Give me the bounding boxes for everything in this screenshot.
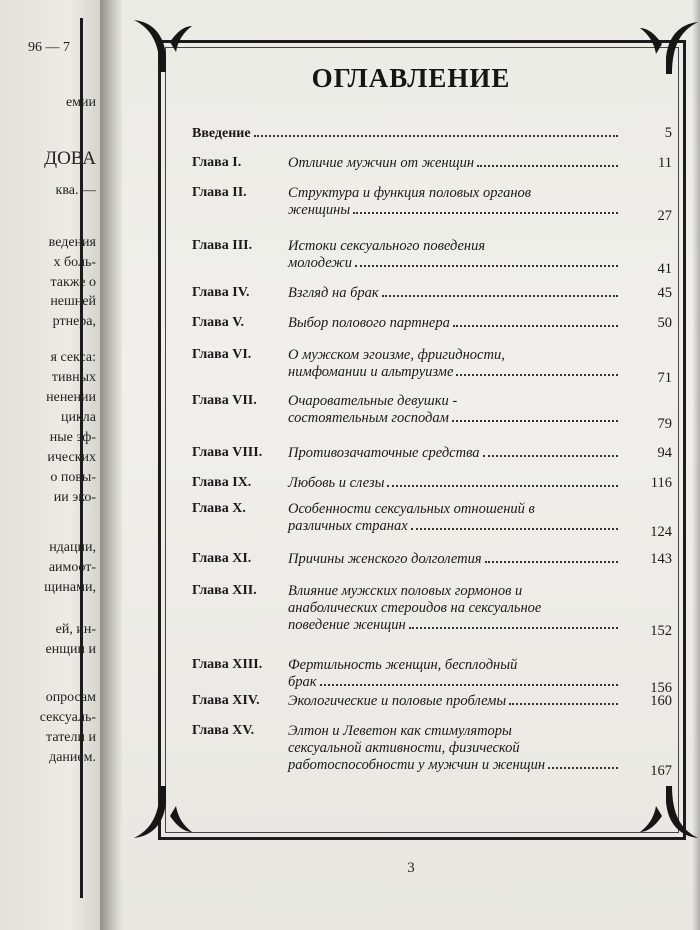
left-page xyxy=(0,0,100,930)
chapter-title-line: состоятельным господам xyxy=(288,410,449,426)
dot-leader xyxy=(483,454,618,457)
left-page-text-fragment: ндации, xyxy=(49,540,96,555)
chapter-label: Глава XIV. xyxy=(192,693,260,708)
page-number: 3 xyxy=(407,860,415,876)
page-ref: 160 xyxy=(650,693,672,709)
chapter-title-line: Структура и функция половых органов xyxy=(288,185,532,201)
page-ref: 143 xyxy=(650,551,672,567)
left-page-text-fragment: татели и xyxy=(46,730,96,745)
left-page-text-fragment: ДОВА xyxy=(44,148,96,169)
left-page-text-fragment: ей, ин- xyxy=(55,622,96,637)
chapter-title xyxy=(288,475,618,492)
dot-leader xyxy=(411,527,618,530)
left-page-text-fragment: 96 — 7 xyxy=(28,40,70,55)
dot-leader xyxy=(509,702,618,705)
chapter-title xyxy=(288,315,618,332)
page-ref: 41 xyxy=(657,261,672,277)
left-page-text-fragment: я секса: xyxy=(50,350,96,365)
dot-leader xyxy=(387,484,618,487)
chapter-label: Глава XV. xyxy=(192,723,255,738)
chapter-label: Глава X. xyxy=(192,501,246,516)
chapter-label: Глава XII. xyxy=(192,583,257,598)
page-ref: 167 xyxy=(650,763,672,779)
dot-leader xyxy=(452,419,618,422)
chapter-title-line: Элтон и Леветон как стимуляторы xyxy=(288,723,512,739)
chapter-title-line: Взгляд на брак xyxy=(288,285,379,301)
chapter-title-line: сексуальной активности, физической xyxy=(288,740,520,756)
page-title: ОГЛАВЛЕНИЕ xyxy=(311,63,511,93)
chapter-title-line: Особенности сексуальных отношений в xyxy=(288,501,535,517)
chapter-title-line: Выбор полового партнера xyxy=(288,315,450,331)
dot-leader xyxy=(320,683,618,686)
page-ref: 45 xyxy=(657,285,672,301)
chapter-title-line: различных странах xyxy=(288,518,408,534)
chapter-title-line: Отличие мужчин от женщин xyxy=(288,155,475,171)
chapter-title-line: анаболических стероидов на сексуальное xyxy=(288,600,542,616)
left-page-text-fragment: ртнера, xyxy=(52,314,96,329)
chapter-title-line: Очаровательные девушки - xyxy=(288,393,458,409)
page-ref: 79 xyxy=(657,416,672,432)
left-page-text-fragment: емии xyxy=(65,95,96,110)
dot-leader xyxy=(485,560,618,563)
page-ref: 156 xyxy=(650,680,672,696)
page-ref: 94 xyxy=(657,445,672,461)
page-ref: 116 xyxy=(650,475,672,491)
right-page xyxy=(122,0,700,930)
left-page-text-fragment: ведения xyxy=(48,235,96,250)
ornament-corner-icon xyxy=(638,782,700,846)
chapter-title-line: Противозачаточные средства xyxy=(288,445,480,461)
chapter-title-line: Истоки сексуального поведения xyxy=(288,238,486,254)
chapter-label: Глава I. xyxy=(192,155,242,170)
chapter-title xyxy=(288,393,618,427)
page-ref: 5 xyxy=(664,125,672,141)
chapter-title xyxy=(192,125,618,142)
chapter-title-line: нимфомании и альтруизме xyxy=(288,364,454,380)
dot-leader xyxy=(382,294,618,297)
left-page-text-fragment: ква. — xyxy=(55,183,96,198)
left-page-text-fragment: нешней xyxy=(50,294,96,309)
dot-leader xyxy=(477,164,618,167)
chapter-title xyxy=(288,155,618,172)
chapter-title-line: Любовь и слезы xyxy=(288,475,385,491)
chapter-title-line: Фертильность женщин, бесплодный xyxy=(288,657,518,673)
chapter-label: Глава IX. xyxy=(192,475,252,490)
left-page-text-fragment: енщин и xyxy=(45,642,96,657)
left-page-text-fragment: тивных xyxy=(51,370,96,385)
dot-leader xyxy=(254,134,618,137)
left-page-text-fragment: о повы- xyxy=(50,470,96,485)
chapter-title xyxy=(288,723,618,774)
book-gutter xyxy=(100,0,122,930)
left-page-text-fragment: также о xyxy=(50,275,96,290)
chapter-title xyxy=(288,583,618,634)
left-page-text-fragment: аимоот- xyxy=(48,560,96,575)
chapter-label: Глава VIII. xyxy=(192,445,263,460)
chapter-title-line: Введение xyxy=(192,126,251,141)
chapter-title-line: женщины xyxy=(288,202,351,218)
chapter-label: Глава III. xyxy=(192,238,253,253)
chapter-title xyxy=(288,501,618,535)
chapter-title xyxy=(288,657,618,691)
chapter-title-line: Экологические и половые проблемы xyxy=(288,693,507,709)
left-page-text-fragment: ненении xyxy=(46,390,96,405)
page-ref: 71 xyxy=(657,370,672,386)
left-page-text-fragment: ических xyxy=(47,450,96,465)
ornament-corner-icon xyxy=(130,782,194,846)
page-ref: 11 xyxy=(658,155,672,171)
left-page-text-fragment: х боль- xyxy=(53,255,96,270)
dot-leader xyxy=(453,324,618,327)
dot-leader xyxy=(353,211,618,214)
chapter-label: Глава V. xyxy=(192,315,245,330)
chapter-title-line: Влияние мужских половых гормонов и xyxy=(288,583,523,599)
chapter-title-line: О мужском эгоизме, фригидности, xyxy=(288,347,505,363)
chapter-title xyxy=(288,185,618,219)
chapter-title xyxy=(288,693,618,710)
chapter-label: Глава VI. xyxy=(192,347,252,362)
chapter-title-line: работоспособности у мужчин и женщин xyxy=(288,757,546,773)
dot-leader xyxy=(548,766,618,769)
dot-leader xyxy=(355,264,618,267)
dot-leader xyxy=(409,626,618,629)
page-ref: 50 xyxy=(657,315,672,331)
chapter-label: Глава IV. xyxy=(192,285,250,300)
chapter-label: Глава VII. xyxy=(192,393,257,408)
dot-leader xyxy=(456,373,618,376)
chapter-title-line: поведение женщин xyxy=(288,617,406,633)
chapter-title-line: брак xyxy=(288,674,317,690)
chapter-title xyxy=(288,347,618,381)
chapter-title-line: молодежи xyxy=(288,255,353,271)
chapter-label: Глава II. xyxy=(192,185,247,200)
left-page-text-fragment: сексуаль- xyxy=(39,710,96,725)
left-page-text-fragment: щинами, xyxy=(44,580,96,595)
chapter-title xyxy=(288,238,618,272)
chapter-title-line: Причины женского долголетия xyxy=(288,551,482,567)
chapter-title xyxy=(288,551,618,568)
page-ref: 124 xyxy=(650,524,672,540)
left-page-text-fragment: опросам xyxy=(45,690,96,705)
left-page-text-fragment: данием. xyxy=(49,750,96,765)
chapter-label: Глава XIII. xyxy=(192,657,263,672)
chapter-label: Глава XI. xyxy=(192,551,252,566)
left-page-text-fragment: ии эко- xyxy=(53,490,96,505)
chapter-title xyxy=(288,445,618,462)
page-ref: 152 xyxy=(650,623,672,639)
left-page-text-fragment: цикла xyxy=(61,410,96,425)
chapter-title xyxy=(288,285,618,302)
left-page-text-fragment: ные эф- xyxy=(49,430,96,445)
page-ref: 27 xyxy=(657,208,672,224)
